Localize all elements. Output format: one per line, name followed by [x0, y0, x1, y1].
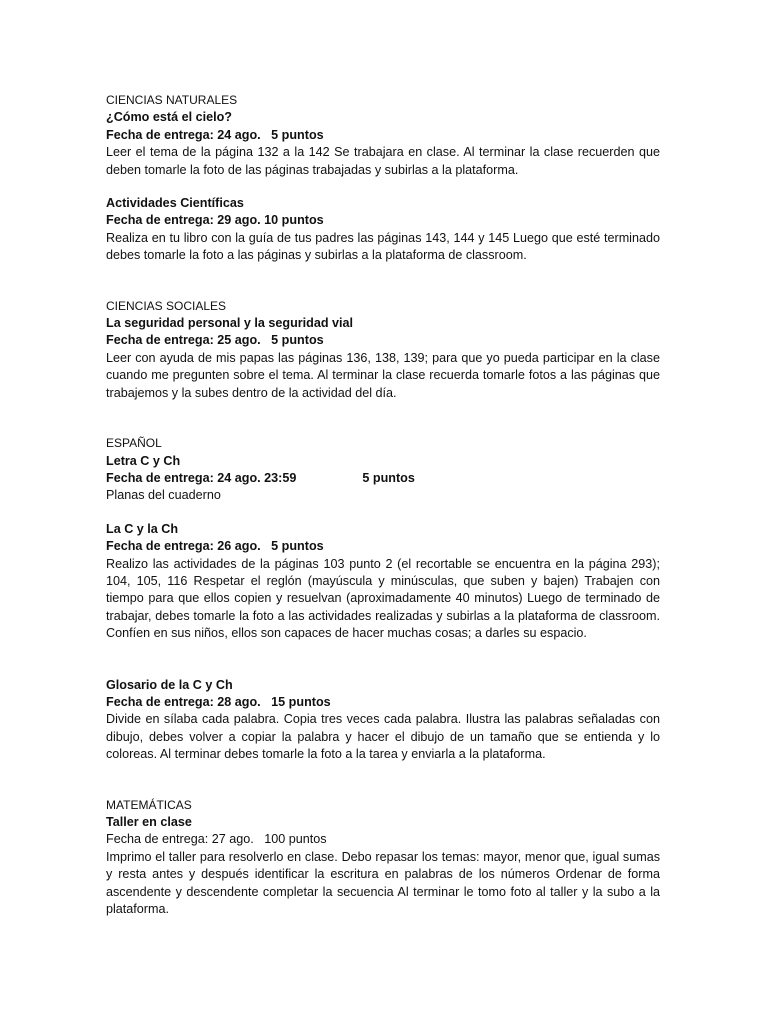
section-espanol [106, 435, 660, 764]
task-description: Realizo las actividades de la páginas 103 punto 2 (el recortable se encuentra en la página 293); 104, 105, 116 Respetar el reglón (mayúscula y minúsculas, que suben y bajen) Trabajen con tiempo para que ellos copien y resuelvan (aproximadamente 40 minutos) Luego de terminado de trabajar, debes tomarle la foto a las actividades realizadas y subirlas a la plataforma de classroom. Confíen en sus niños, ellos son capaces de hacer muchas cosas; a darles su espacio. [106, 556, 660, 641]
task-due-points: 5 puntos [362, 470, 415, 485]
task-due-date: Fecha de entrega: 24 ago. 23:59 [106, 470, 297, 485]
task-due: Fecha de entrega: 28 ago. 15 puntos [106, 694, 331, 709]
section-ciencias-sociales [106, 298, 660, 402]
section-ciencias-naturales [106, 92, 660, 265]
section-heading: CIENCIAS SOCIALES [106, 298, 227, 313]
task-due: Fecha de entrega: 26 ago. 5 puntos [106, 539, 324, 554]
task-title: La C y la Ch [106, 521, 179, 536]
task-description: Leer con ayuda de mis papas las páginas 136, 138, 139; para que yo pueda participar en la clase cuando me pregunten sobre el tema. Al terminar la clase recuerda tomarle fotos a las páginas que trabajemos y la subes dentro de la actividad del día. [106, 350, 660, 400]
section-heading: ESPAÑOL [106, 436, 162, 451]
task-description: Planas del cuaderno [106, 488, 221, 503]
section-matematicas [106, 797, 660, 919]
task-title: ¿Cómo está el cielo? [106, 110, 232, 125]
task-due: Fecha de entrega: 25 ago. 5 puntos [106, 333, 324, 348]
task-due: Fecha de entrega: 29 ago. 10 puntos [106, 213, 324, 228]
task-title: Taller en clase [106, 815, 192, 829]
task-title: La seguridad personal y la seguridad vial [106, 316, 354, 331]
task-due: Fecha de entrega: 24 ago. 5 puntos [106, 127, 324, 142]
section-heading: CIENCIAS NATURALES [106, 93, 238, 107]
task-title: Actividades Científicas [106, 196, 244, 211]
task-due: Fecha de entrega: 27 ago. 100 puntos [106, 832, 327, 847]
task-due [106, 470, 660, 487]
task-description: Divide en sílaba cada palabra. Copia tres veces cada palabra. Ilustra las palabras señaladas con dibujo, debes volver a copiar la palabra y hacer el dibujo de un tamaño que se entienda y lo coloreas. Al terminar debes tomarle la foto a la tarea y enviarla a la plataforma. [106, 712, 660, 762]
task-description: Imprimo el taller para resolverlo en clase. Debo repasar los temas: mayor, menor que, igual sumas y resta antes y después identificar la escritura en palabras de los números Ordenar de forma ascendente y descendente completar la secuencia Al terminar le tomo foto al taller y la subo a la plataforma. [106, 849, 660, 917]
task-description: Realiza en tu libro con la guía de tus padres las páginas 143, 144 y 145 Luego que esté terminado debes tomarle la foto a las páginas y subirlas a la plataforma de classroom. [106, 230, 660, 263]
section-heading: MATEMÁTICAS [106, 797, 192, 812]
task-title: Letra C y Ch [106, 453, 181, 468]
task-description: Leer el tema de la página 132 a la 142 Se trabajara en clase. Al terminar la clase recuerden que deben tomarle la foto de las páginas trabajadas y subirlas a la plataforma. [106, 145, 660, 177]
document-body [106, 92, 660, 918]
task-title: Glosario de la C y Ch [106, 677, 233, 692]
